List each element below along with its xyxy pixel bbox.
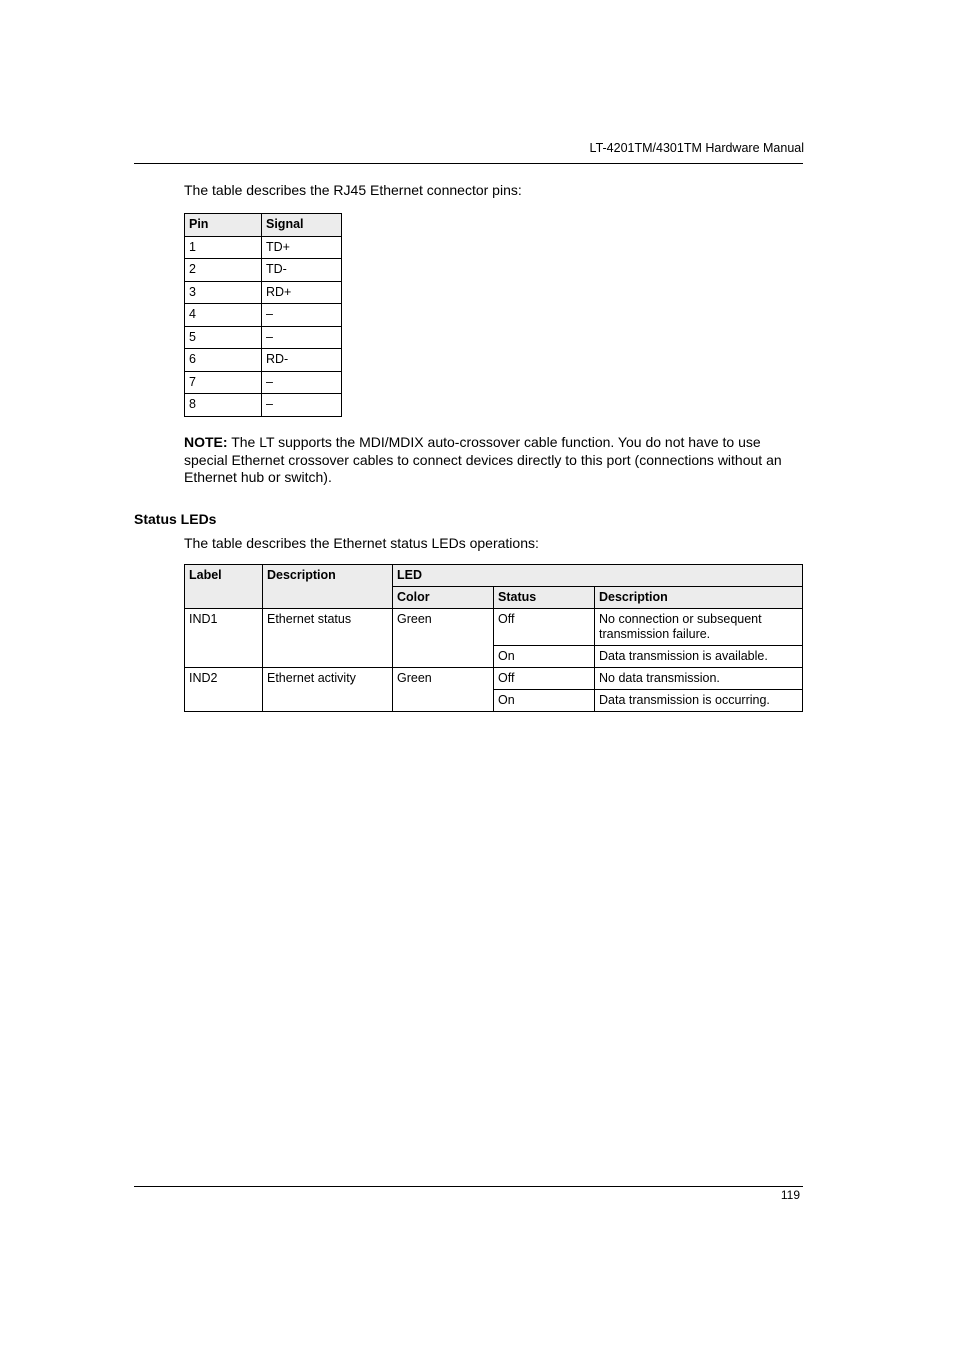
table-row [185, 259, 342, 282]
footer-rule [134, 1186, 803, 1187]
led-state-description-cell: No connection or subsequent transmission failure. [595, 609, 803, 646]
table-row [185, 609, 803, 646]
led-table-intro: The table describes the Ethernet status LEDs operations: [184, 535, 539, 551]
table-row [185, 281, 342, 304]
pin-cell: 2 [185, 259, 262, 282]
column-header-description: Description [263, 565, 393, 609]
note-label: NOTE: [184, 434, 228, 450]
led-status-cell: On [494, 646, 595, 668]
column-header-led: LED [393, 565, 803, 587]
table-header-row [185, 565, 803, 587]
pin-table-intro: The table describes the RJ45 Ethernet connector pins: [184, 182, 522, 198]
table-row [185, 326, 342, 349]
table-row [185, 349, 342, 372]
led-label-cell: IND1 [185, 609, 263, 668]
pin-cell: 7 [185, 371, 262, 394]
note-text: The LT supports the MDI/MDIX auto-crossover cable function. You do not have to use special Ethernet crossover cables to connect devices directly to this port (connections without an Ethernet hub or switch). [184, 434, 782, 485]
table-row [185, 394, 342, 417]
table-header-row [185, 214, 342, 237]
led-color-cell: Green [393, 609, 494, 668]
signal-cell: TD+ [262, 236, 342, 259]
signal-cell: – [262, 304, 342, 327]
table-row [185, 304, 342, 327]
column-header-signal: Signal [262, 214, 342, 237]
signal-cell: TD- [262, 259, 342, 282]
led-status-cell: On [494, 690, 595, 712]
led-description-cell: Ethernet status [263, 609, 393, 668]
status-led-table [184, 564, 803, 712]
note-paragraph [184, 434, 804, 487]
column-header-led-description: Description [595, 587, 803, 609]
signal-cell: – [262, 371, 342, 394]
page-header-title: LT-4201TM/4301TM Hardware Manual [589, 141, 804, 155]
column-header-pin: Pin [185, 214, 262, 237]
led-description-cell: Ethernet activity [263, 668, 393, 712]
signal-cell: RD+ [262, 281, 342, 304]
column-header-label: Label [185, 565, 263, 609]
led-state-description-cell: Data transmission is occurring. [595, 690, 803, 712]
pin-cell: 8 [185, 394, 262, 417]
table-row [185, 236, 342, 259]
table-row [185, 371, 342, 394]
section-heading-status-leds: Status LEDs [134, 511, 217, 527]
column-header-status: Status [494, 587, 595, 609]
signal-cell: – [262, 394, 342, 417]
led-status-cell: Off [494, 668, 595, 690]
table-row [185, 668, 803, 690]
pin-cell: 3 [185, 281, 262, 304]
rj45-pin-table [184, 213, 342, 417]
signal-cell: RD- [262, 349, 342, 372]
header-rule [134, 163, 803, 164]
led-color-cell: Green [393, 668, 494, 712]
pin-cell: 5 [185, 326, 262, 349]
led-status-cell: Off [494, 609, 595, 646]
led-state-description-cell: No data transmission. [595, 668, 803, 690]
led-label-cell: IND2 [185, 668, 263, 712]
pin-cell: 1 [185, 236, 262, 259]
column-header-color: Color [393, 587, 494, 609]
page-number: 119 [780, 1188, 800, 1202]
pin-cell: 6 [185, 349, 262, 372]
signal-cell: – [262, 326, 342, 349]
led-state-description-cell: Data transmission is available. [595, 646, 803, 668]
pin-cell: 4 [185, 304, 262, 327]
